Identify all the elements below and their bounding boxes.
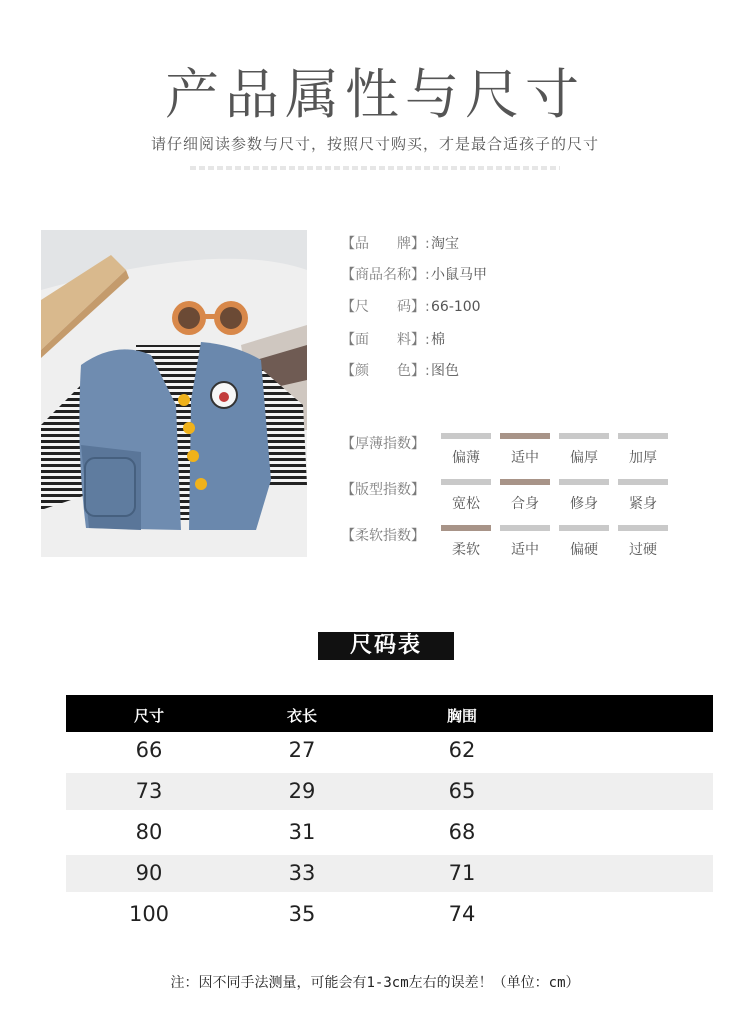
- table-row: [66, 896, 713, 933]
- header-size: 尺寸: [133, 707, 164, 725]
- index-bar: [559, 525, 609, 531]
- index-bar: [500, 479, 550, 485]
- measurement-note: 注：因不同手法测量，可能会有1-3cm左右的误差！（单位：cm）: [170, 975, 580, 991]
- index-bar: [618, 525, 668, 531]
- index-option: 偏薄: [452, 450, 480, 466]
- index-bar: [618, 433, 668, 439]
- table-cell: 29: [288, 779, 316, 803]
- attr-value: 小鼠马甲: [431, 267, 487, 283]
- index-bar: [500, 525, 550, 531]
- attr-color: [341, 360, 459, 380]
- index-option: 紧身: [629, 496, 657, 512]
- table-cell: 68: [448, 820, 476, 844]
- table-cell: 100: [128, 902, 170, 926]
- attr-size: [341, 296, 481, 316]
- index-bar: [441, 479, 491, 485]
- table-cell: 71: [448, 861, 476, 885]
- table-row: [66, 855, 713, 892]
- index-option: 宽松: [452, 496, 480, 512]
- index-option: 修身: [570, 496, 598, 512]
- size-table-title: 尺码表: [318, 632, 454, 660]
- table-row: [66, 814, 713, 851]
- table-cell: 65: [448, 779, 476, 803]
- size-table-header: [66, 695, 713, 732]
- table-cell: 31: [288, 820, 316, 844]
- page-subtitle: 请仔细阅读参数与尺寸，按照尺寸购买，才是最合适孩子的尺寸: [150, 135, 599, 153]
- attr-fabric: [341, 329, 445, 349]
- table-cell: 33: [288, 861, 316, 885]
- attr-product-name: [341, 264, 487, 284]
- attr-value: 66-100: [431, 299, 481, 315]
- table-cell: 62: [448, 738, 476, 762]
- index-label: 【版型指数】: [341, 482, 425, 498]
- attr-value: 淘宝: [431, 236, 459, 252]
- table-cell: 80: [135, 820, 163, 844]
- attr-brand: [341, 233, 459, 253]
- index-bar: [500, 433, 550, 439]
- attr-label: 【品 牌】:: [341, 236, 430, 252]
- index-option: 适中: [511, 450, 539, 466]
- index-option: 适中: [511, 542, 539, 558]
- attr-value: 图色: [431, 363, 459, 379]
- index-option: 加厚: [629, 450, 657, 466]
- product-photo: [41, 230, 307, 557]
- index-option: 合身: [511, 496, 539, 512]
- attr-label: 【面 料】:: [341, 332, 430, 348]
- index-option: 过硬: [629, 542, 657, 558]
- table-cell: 74: [448, 902, 476, 926]
- index-bar: [559, 479, 609, 485]
- table-cell: 35: [288, 902, 316, 926]
- index-label: 【厚薄指数】: [341, 436, 425, 452]
- attr-label: 【尺 码】:: [341, 299, 430, 315]
- index-bar: [618, 479, 668, 485]
- attr-value: 棉: [431, 332, 445, 348]
- page-title: 产品属性与尺寸: [165, 63, 585, 126]
- decorative-fine-print: [190, 166, 560, 170]
- attr-label: 【颜 色】:: [341, 363, 430, 379]
- table-cell: 73: [135, 779, 163, 803]
- index-option: 偏硬: [570, 542, 598, 558]
- index-bar: [441, 433, 491, 439]
- header-chest: 胸围: [446, 707, 477, 725]
- header-length: 衣长: [286, 707, 317, 725]
- table-cell: 90: [135, 861, 163, 885]
- index-option: 偏厚: [570, 450, 598, 466]
- index-label: 【柔软指数】: [341, 528, 425, 544]
- table-cell: 66: [135, 738, 163, 762]
- table-row: [66, 773, 713, 810]
- table-row: [66, 732, 713, 769]
- index-bar: [559, 433, 609, 439]
- table-cell: 27: [288, 738, 316, 762]
- attr-label: 【商品名称】:: [341, 267, 430, 283]
- index-bar: [441, 525, 491, 531]
- index-option: 柔软: [452, 542, 480, 558]
